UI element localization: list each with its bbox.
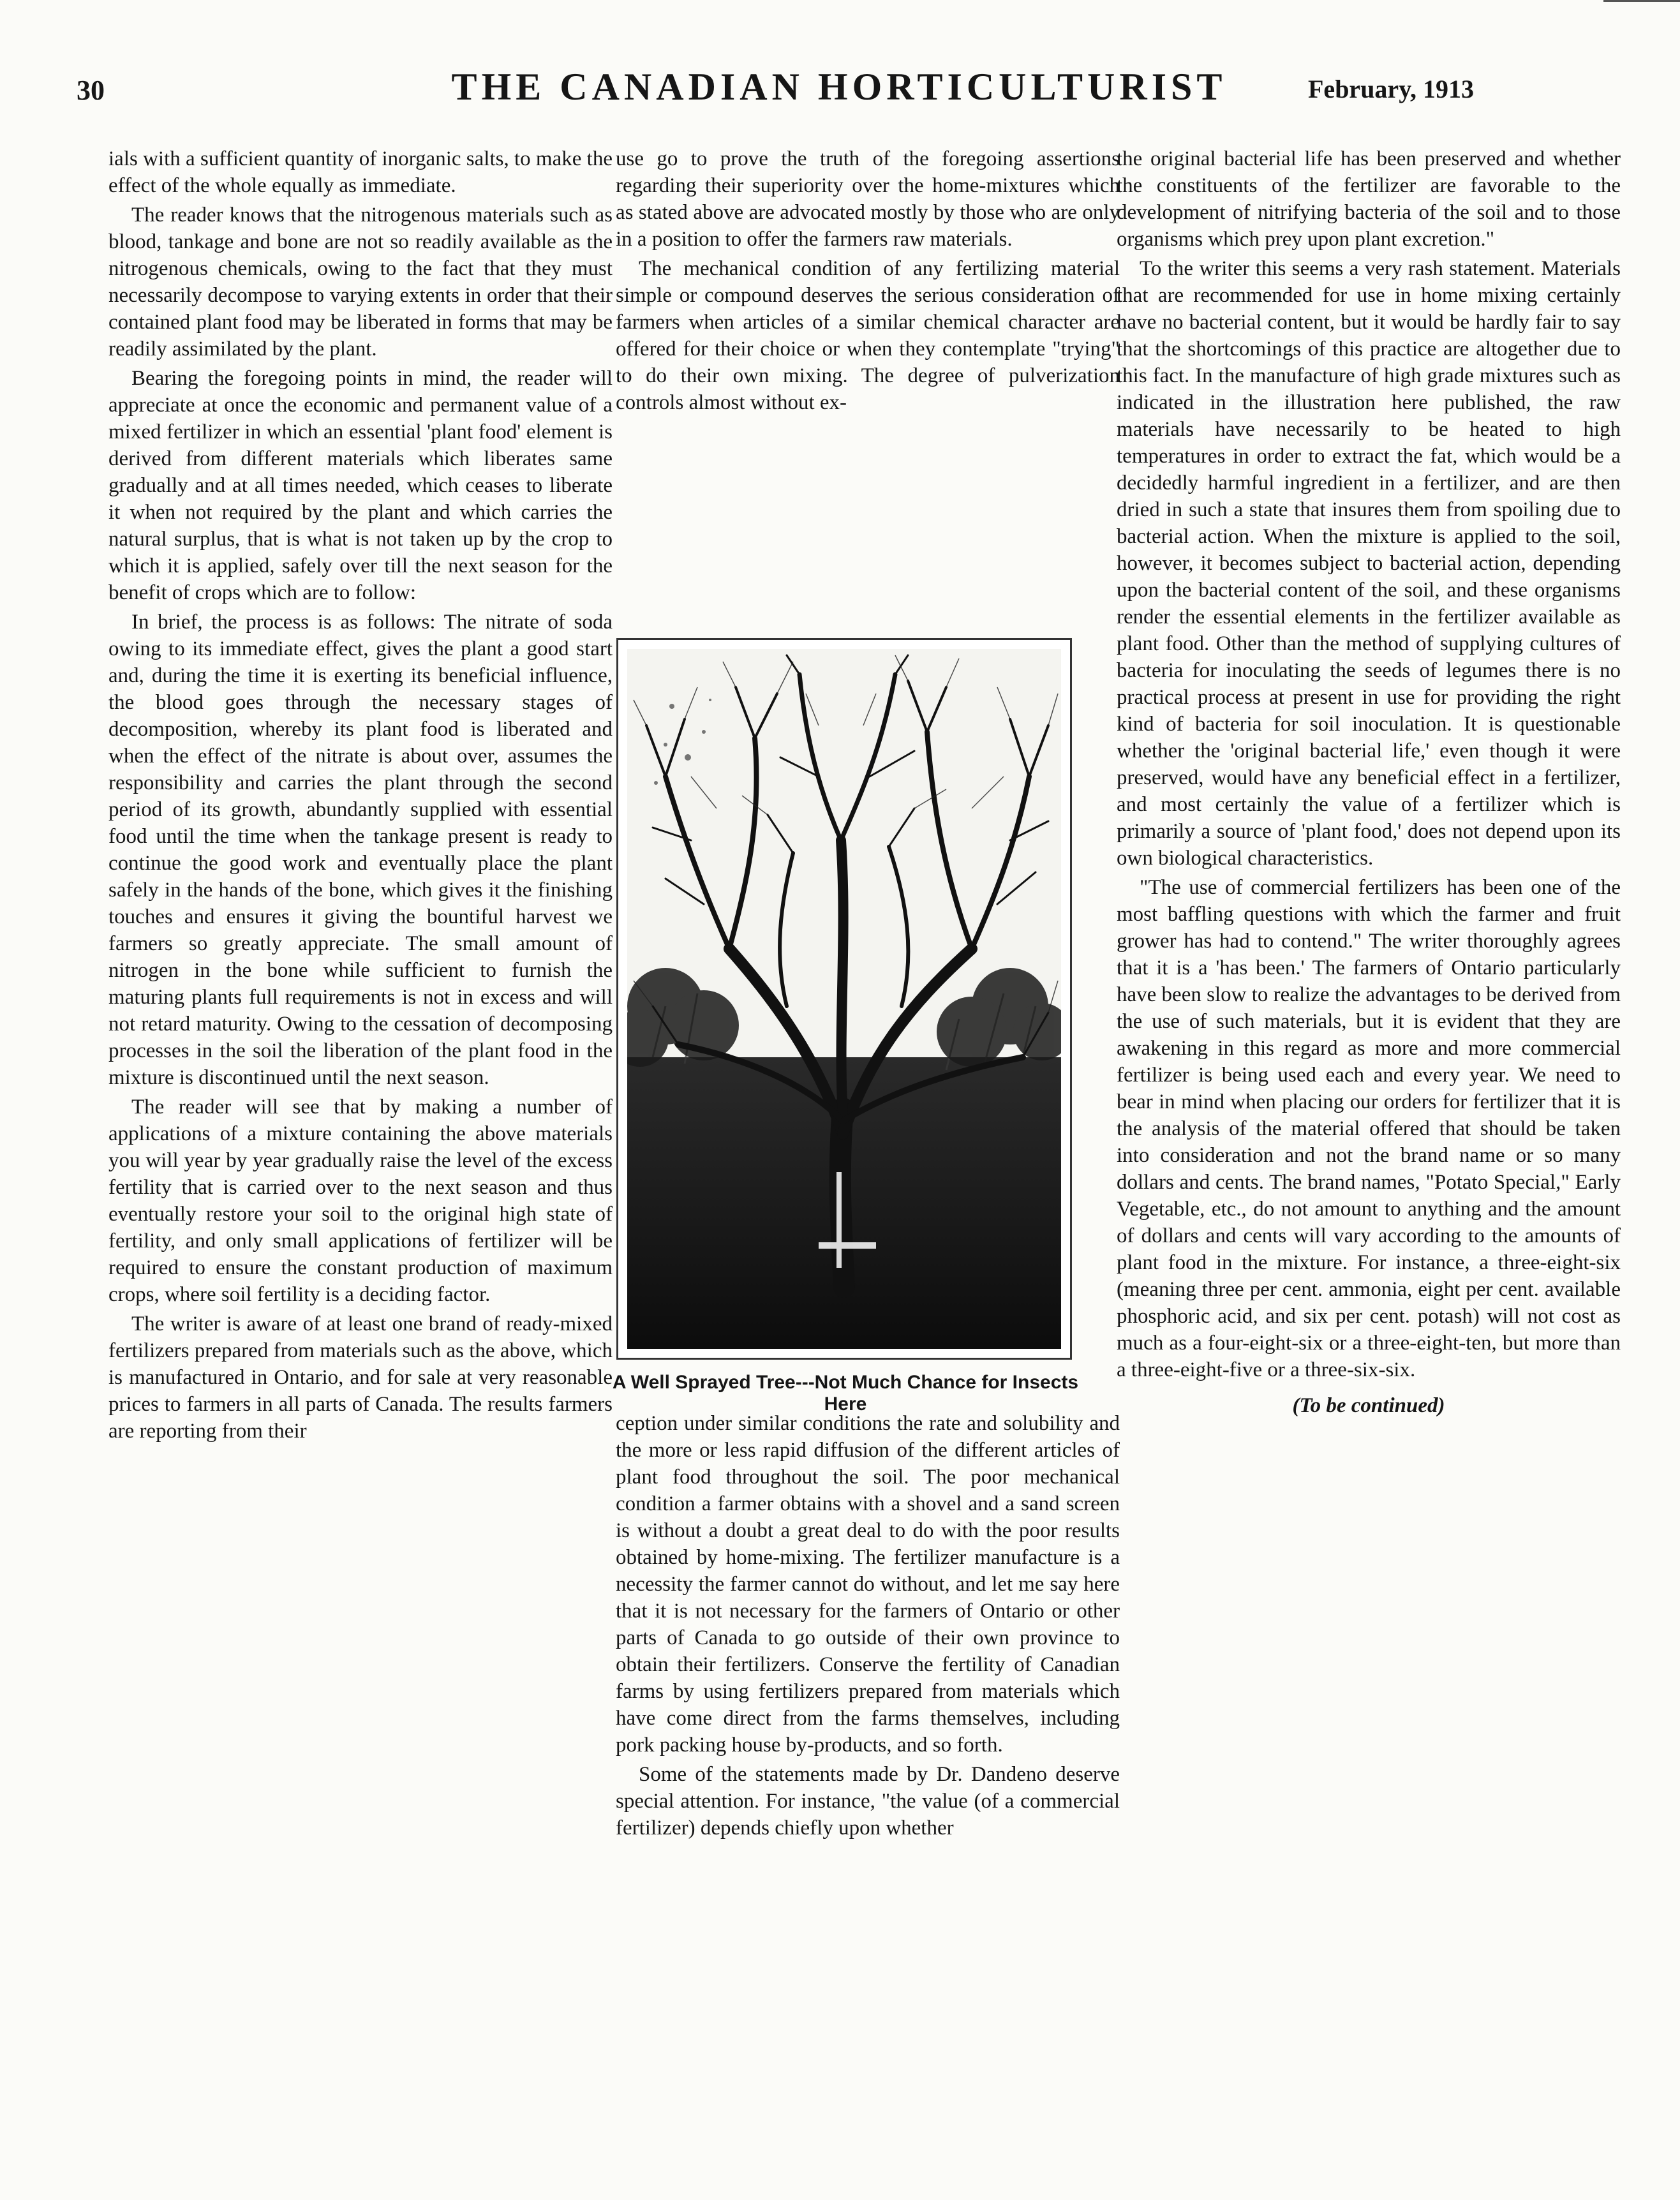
- figure-caption: A Well Sprayed Tree---Not Much Chance for Insects Here: [612, 1372, 1079, 1415]
- paragraph: The writer is aware of at least one brand of ready-mixed fertilizers prepared from materials such as the above, which is manufactured in Ontario, and for sale at very reasonable prices to farmers in all parts of Canada. The results farmers are reporting from their: [108, 1312, 613, 1443]
- paragraph: use go to prove the truth of the foregoing assertions regarding their superiority over the home-mixtures which as stated above are advocated mostly by those who are only in a position to offer the farmers raw materials.: [616, 147, 1120, 251]
- paragraph: the original bacterial life has been preserved and whether the constituents of the fertilizer are favorable to the development of nitrifying bacteria of the soil and to those organisms which prey upon plant excretion.": [1117, 147, 1621, 251]
- to-be-continued-note: (To be continued): [1292, 1394, 1445, 1417]
- paragraph: The mechanical condition of any fertilizing material simple or compound deserves the serious consideration of farmers when articles of a similar chemical character are offered for their choice or when they contemplate "trying" to do their own mixing. The degree of pulverization controls almost without ex-: [616, 257, 1120, 414]
- sprayed-tree-illustration: [627, 649, 1061, 1349]
- column-1: [108, 145, 613, 2085]
- paragraph: The reader knows that the nitrogenous materials such as blood, tankage and bone are not so readily available as the nitrogenous chemicals, owing to the fact that they must necessarily decompose to varying extents in order that their contained plant food may be liberated in forms that may be readily assimilated by the plant.: [108, 204, 613, 360]
- paragraph: In brief, the process is as follows: The nitrate of soda owing to its immediate effect, gives the plant a good start and, during the time it is exerting its beneficial influence, the blood goes through the necessary stages of decomposition, whereby its plant food is liberated and when the effect of the nitrate is about over, assumes the responsibility and carries the plant through the second period of its growth, abundantly supplied with essential food until the time when the tankage present is ready to continue the good work and eventually place the plant safely in the hands of the bone, which gives it the finishing touches and ensures it giving the bountiful harvest we farmers so greatly appreciate. The small amount of nitrogen in the bone while sufficient to furnish the maturing plants full requirements is not in excess and will not retard maturity. Owing to the cessation of decomposing processes in the soil the liberation of the plant food in the mixture is discontinued until the next season.: [108, 611, 613, 1089]
- publication-title: THE CANADIAN HORTICULTURIST: [451, 66, 1227, 108]
- page-header: [0, 66, 1680, 138]
- paragraph: ception under similar conditions the rate and solubility and the more or less rapid diffusion of the different articles of plant food throughout the soil. The poor mechanical condition a farmer obtains with a shovel and a sand screen is without a doubt a great deal to do with the poor results obtained by home-mixing. The fertilizer manufacture is a necessity the farmer cannot do without, and let me say here that it is not necessary for the farmers of Ontario or other parts of Canada to go outside of their own province to obtain their fertilizers. Conserve the fertility of Canadian farms by using fertilizers prepared from materials which have come direct from the farms themselves, including pork packing house by-products, and so forth.: [616, 1412, 1120, 1757]
- paragraph: ials with a sufficient quantity of inorganic salts, to make the effect of the whole equally as immediate.: [108, 147, 613, 197]
- column-2-bottom: [616, 1410, 1120, 2086]
- corner-rule: [1603, 0, 1680, 2]
- paragraph: Bearing the foregoing points in mind, the reader will appreciate at once the economic and permanent value of a mixed fertilizer in which an essential 'plant food' element is derived from different materials which liberates same gradually and at all times needed, which ceases to liberate it when not required by the plant and which carries the natural surplus, that is what is not taken up by the crop to which it is applied, safely over till the next season for the benefit of crops which are to follow:: [108, 367, 613, 604]
- paragraph: The reader will see that by making a number of applications of a mixture containing the above materials you will year by year gradually raise the level of the excess fertility that is carried over to the next season and thus eventually restore your soil to the original high state of fertility, and only small applications of fertilizer will be required to ensure the constant production of maximum crops, where soil fertility is a deciding factor.: [108, 1096, 613, 1306]
- paragraph: "The use of commercial fertilizers has been one of the most baffling questions with which the farmer and fruit grower has had to contend." The writer thoroughly agrees that it is a 'has been.' The farmers of Ontario particularly have been slow to realize the advantages to be derived from the use of such materials, but it is evident that they are awakening in this regard as more and more commercial fertilizer is being used each and every year. We need to bear in mind when placing our orders for fertilizer that it is the analysis of the material offered that should be taken into consideration and not the brand name or so many dollars and cents. The brand names, "Potato Special," Early Vegetable, etc., do not amount to anything and the amount of dollars and cents will vary according to the amounts of plant food in the mixture. For instance, a three-eight-six (meaning three per cent. ammonia, eight per cent. available phosphoric acid, and six per cent. potash) will not cost as much as a four-eight-six or a three-eight-ten, but more than a three-eight-five or a three-six-six.: [1117, 876, 1621, 1381]
- column-3: [1117, 145, 1621, 2098]
- paragraph: Some of the statements made by Dr. Dandeno deserve special attention. For instance, "the value (of a commercial fertilizer) depends chiefly upon whether: [616, 1763, 1120, 1840]
- tree-photo: [616, 638, 1072, 1360]
- column-2-top: [616, 145, 1120, 630]
- paragraph: To the writer this seems a very rash statement. Materials that are recommended for use in home mixing certainly have no bacterial content, but it would be hardly fair to say that the shortcomings of this practice are altogether due to this fact. In the manufacture of high grade mixtures such as indicated in the illustration here published, the raw materials have necessarily to be heated to high temperatures in order to extract the fat, which would be a decidedly harmful ingredient in a fertilizer, and are then dried in such a state that insures them from spoiling due to bacterial action. When the mixture is applied to the soil, however, it becomes subject to bacterial action, depending upon the bacterial content of the soil, and these organisms render the essential elements in the fertilizer available as plant food. Other than the method of supplying cultures of bacteria for inoculating the seeds of legumes there is no practical process at present in use for providing the right kind of bacteria for soil inoculation. It is questionable whether the 'original bacterial life,' even though it were preserved, would have any beneficial effect in a fertilizer, and most certainly the value of a fertilizer which is primarily a source of 'plant food,' does not depend upon its own biological characteristics.: [1117, 257, 1621, 870]
- issue-date: February, 1913: [1308, 75, 1474, 103]
- page-number: 30: [77, 75, 105, 106]
